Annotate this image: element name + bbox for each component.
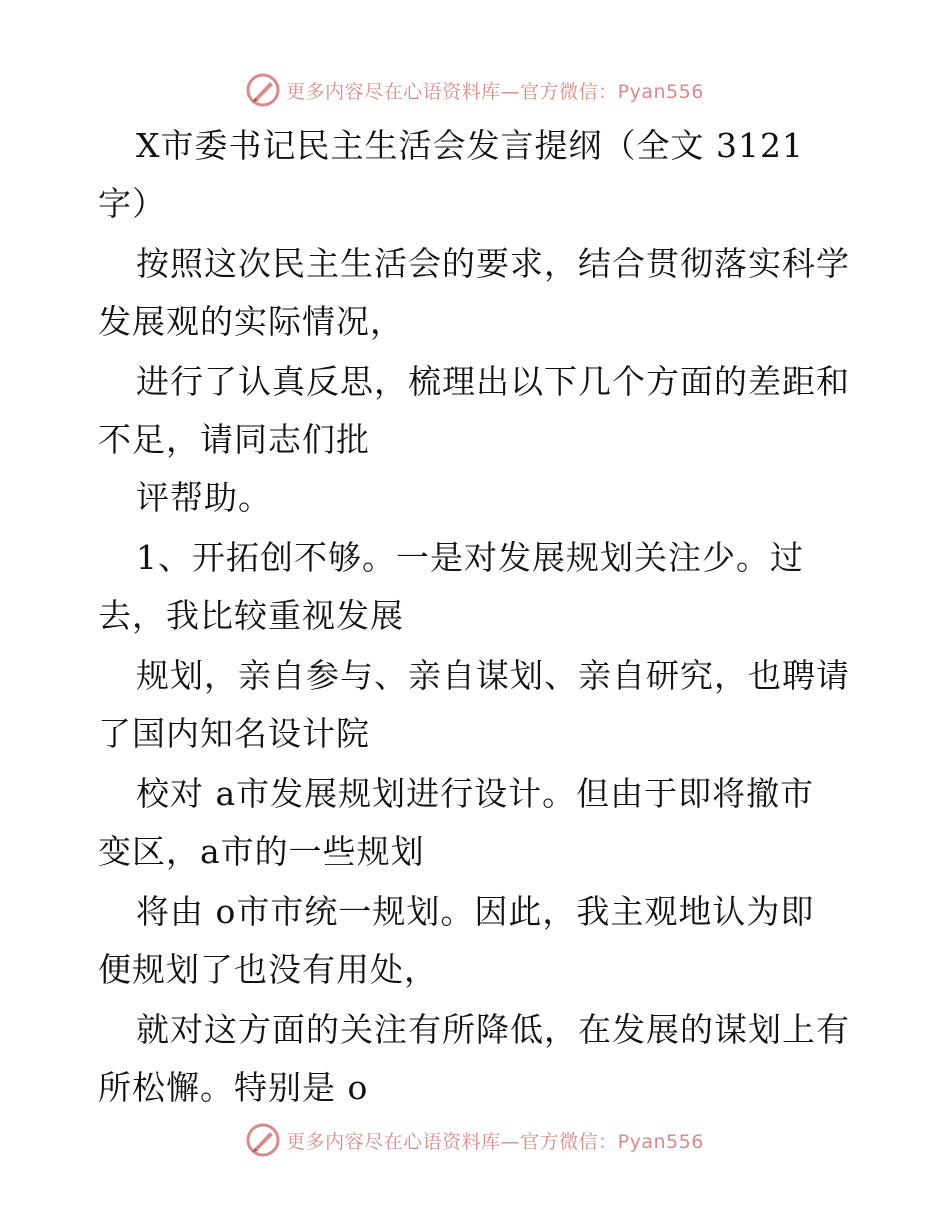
watermark-group [246,73,704,107]
paragraph-line: 所松懈。特别是 o [98,1068,369,1107]
paragraph-line: 评帮助。 [136,478,272,517]
quill-pen-icon [246,1123,280,1157]
doc-title-line-2: 字） [98,184,166,223]
paragraph-line: 不足，请同志们批 [98,420,370,459]
paragraph-line: 去，我比较重视发展 [98,596,404,635]
paragraph-line: 变区，a市的一些规划 [98,832,425,871]
watermark-text: 更多内容尽在心语资料库—官方微信：Pyan556 [286,1130,704,1153]
paragraph-line: 规划，亲自参与、亲自谋划、亲自研究，也聘请 [136,656,850,695]
paragraph-line: 进行了认真反思，梳理出以下几个方面的差距和 [136,362,850,401]
paragraph-line: 发展观的实际情况， [98,302,404,341]
footer-watermark [0,1120,950,1160]
paragraph-line: 了国内知名设计院 [98,714,370,753]
quill-pen-icon [246,73,280,107]
header-watermark [0,70,950,110]
paragraph-line: 按照这次民主生活会的要求，结合贯彻落实科学 [136,244,850,283]
paragraph-line: 将由 o市市统一规划。因此，我主观地认为即 [136,892,815,931]
paragraph-line: 就对这方面的关注有所降低，在发展的谋划上有 [136,1010,850,1049]
watermark-group [246,1123,704,1157]
watermark-text: 更多内容尽在心语资料库—官方微信：Pyan556 [286,80,704,103]
paragraph-line: 便规划了也没有用处， [98,950,438,989]
doc-title-line-1: X市委书记民主生活会发言提纲（全文 3121 [136,126,804,165]
paragraph-line: 1、开拓创不够。一是对发展规划关注少。过 [136,538,804,577]
paragraph-line: 校对 a市发展规划进行设计。但由于即将撤市 [136,774,815,813]
